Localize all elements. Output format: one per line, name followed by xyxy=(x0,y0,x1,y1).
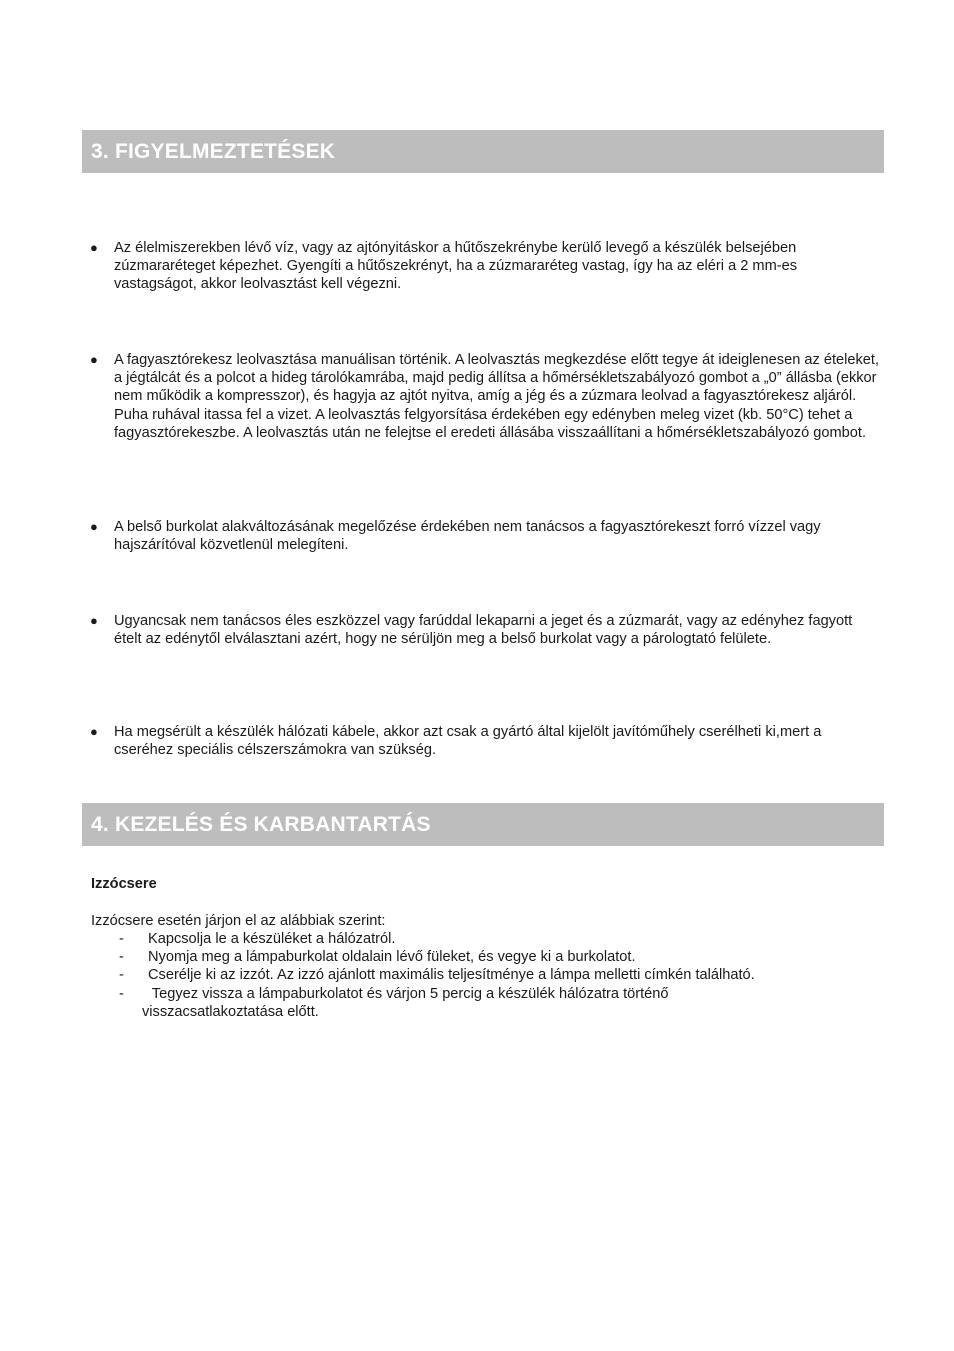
warning-text-5: Ha megsérült a készülék hálózati kábele, akkor azt csak a gyártó által kijelölt javítóműhely cserélheti ki,mert a cseréhez speciális célszerszámokra van szükség. xyxy=(114,724,822,759)
bullet-icon: ● xyxy=(90,613,98,628)
section-4-header xyxy=(82,803,884,846)
bulb-replacement-intro: Izzócsere esetén járjon el az alábbiak szerint: xyxy=(91,913,386,929)
bulb-replacement-steps xyxy=(91,930,881,1021)
bullet-icon: ● xyxy=(90,519,98,534)
step-text-4: Tegyez vissza a lámpaburkolatot és várjon 5 percig a készülék hálózatra történő xyxy=(148,985,669,1002)
section-3-header xyxy=(82,130,884,173)
warning-item-4 xyxy=(90,612,880,648)
bullet-icon: ● xyxy=(90,352,98,367)
step-text-2: Nyomja meg a lámpaburkolat oldalain lévő füleket, és vegye ki a burkolatot. xyxy=(148,949,636,966)
step-item-1 xyxy=(91,930,881,948)
warning-item-5 xyxy=(90,723,880,759)
warning-item-2 xyxy=(90,351,880,442)
bullet-icon: ● xyxy=(90,724,98,739)
step-text-1: Kapcsolja le a készüléket a hálózatról. xyxy=(148,931,396,947)
dash-marker: - xyxy=(119,931,124,947)
step-text-4-continuation: visszacsatlakoztatása előtt. xyxy=(142,1003,319,1020)
dash-marker: - xyxy=(119,985,124,1002)
warning-item-3 xyxy=(90,518,880,554)
section-3-title: 3. FIGYELMEZTETÉSEK xyxy=(91,140,336,163)
step-item-2 xyxy=(91,948,881,966)
section-4-title: 4. KEZELÉS ÉS KARBANTARTÁS xyxy=(91,813,431,836)
step-item-4 xyxy=(91,985,881,1021)
step-text-3: Cserélje ki az izzót. Az izzó ajánlott maximális teljesítménye a lámpa melletti címkén található. xyxy=(148,967,755,984)
step-item-3 xyxy=(91,966,881,984)
dash-marker: - xyxy=(119,967,124,984)
warning-text-4: Ugyancsak nem tanácsos éles eszközzel vagy farúddal lekaparni a jeget és a zúzmarát, vagy az edényhez fagyott ételt az edénytől elválasztani azért, hogy ne sérüljön meg a belső burkolat vagy a párologtató felülete. xyxy=(114,613,853,648)
warning-text-2: A fagyasztórekesz leolvasztása manuálisan történik. A leolvasztás megkezdése előtt tegye át ideiglenesen az ételeket, a jégtálcát és a polcot a hideg tárolókamrába, majd pedig állítsa a hőmérsékletszabályozó gombot a „0” állásba (ekkor nem működik a kompresszor), és hagyja az ajtót nyitva, amíg a jég és a zúzmara leolvad a fagyasztórekesz aljáról. Puha ruhával itassa fel a vizet. A leolvasztás felgyorsítása érdekében egy edényben meleg vizet (kb. 50°C) tehet a fagyasztórekeszbe. A leolvasztás után ne felejtse el eredeti állásába visszaállítani a hőmérsékletszabályozó gombot. xyxy=(114,352,879,441)
warning-item-1 xyxy=(90,239,880,294)
warning-text-3: A belső burkolat alakváltozásának megelőzése érdekében nem tanácsos a fagyasztórekeszt forró vízzel vagy hajszárítóval közvetlenül melegíteni. xyxy=(114,519,821,554)
dash-marker: - xyxy=(119,949,124,966)
bullet-icon: ● xyxy=(90,240,98,255)
warning-text-1: Az élelmiszerekben lévő víz, vagy az ajtónyitáskor a hűtőszekrénybe kerülő levegő a készülék belsejében zúzmararéteget képezhet. Gyengíti a hűtőszekrényt, ha a zúzmararéteg vastag, így ha az eléri a 2 mm-es vastagságot, akkor leolvasztást kell végezni. xyxy=(114,240,798,293)
subheading-bulb-replacement: Izzócsere xyxy=(91,876,157,892)
